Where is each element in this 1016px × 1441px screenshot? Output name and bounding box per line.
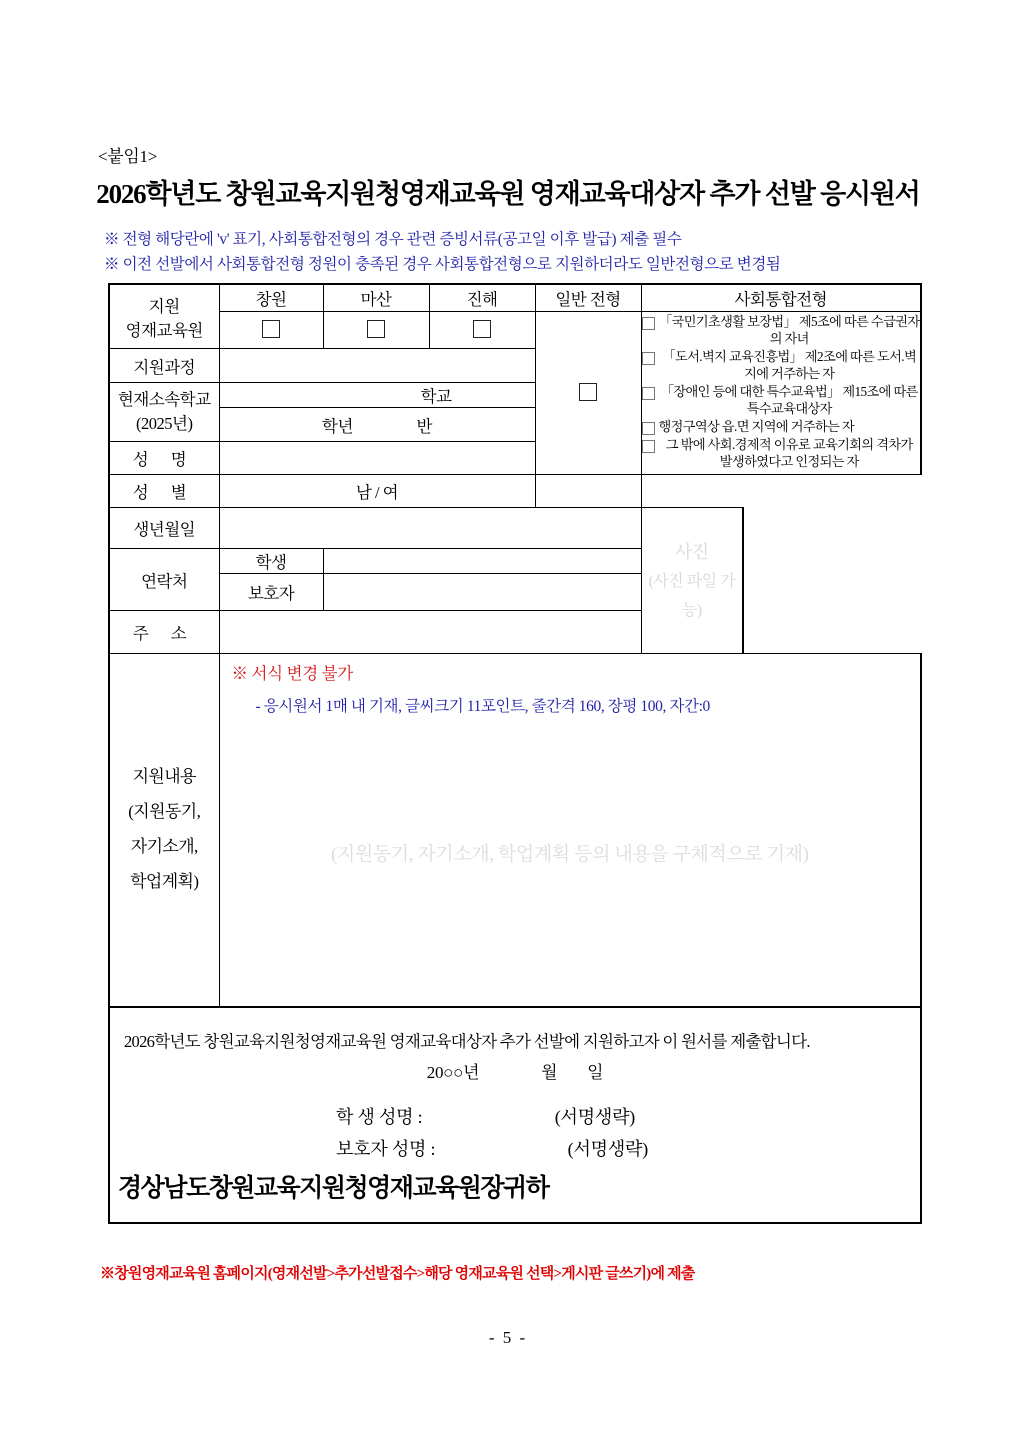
declaration-year: 20○○년	[426, 1063, 480, 1082]
center-label-line2: 영재교육원	[125, 320, 203, 340]
social-item[interactable]	[642, 384, 921, 418]
checkbox-social-3[interactable]	[642, 387, 655, 400]
social-item-label: 행정구역상 읍.면 지역에 거주하는 자	[658, 418, 855, 434]
contact-label: 연락처	[109, 549, 219, 611]
declaration-cell	[109, 1007, 921, 1223]
name-label: 성 명	[109, 442, 219, 475]
general-admission-spacer	[535, 475, 641, 508]
birth-value[interactable]	[219, 508, 641, 549]
address-label: 주 소	[109, 611, 219, 654]
name-value[interactable]	[219, 442, 535, 475]
school-name-value[interactable]	[219, 383, 535, 408]
center-label-line1: 지원	[148, 296, 180, 316]
social-admission-header: 사회통합전형	[641, 284, 921, 312]
table-row-center-checkboxes	[109, 312, 921, 349]
address-value[interactable]	[219, 611, 641, 654]
grade-class-value[interactable]	[219, 408, 535, 442]
guardian-signature-label: 보호자 성명 :	[336, 1139, 436, 1159]
contact-student-value[interactable]	[323, 549, 641, 574]
social-item[interactable]	[642, 437, 921, 471]
declaration-month: 월	[541, 1063, 558, 1082]
birth-label: 생년월일	[109, 508, 219, 549]
social-item-label: 그 밖에 사회.경제적 이유로 교육기회의 격차가 발생하였다고 인정되는 자	[665, 436, 913, 469]
social-item[interactable]	[642, 314, 921, 348]
table-row-contact-student	[109, 549, 921, 574]
student-signature-note: (서명생략)	[554, 1107, 636, 1127]
course-label: 지원과정	[109, 349, 219, 383]
content-subnote: - 응시원서 1매 내 기재, 글씨크기 11포인트, 줄간격 160, 장평 100, 자간:0	[255, 698, 710, 715]
contact-guardian-value[interactable]	[323, 574, 641, 611]
general-admission-header: 일반 전형	[535, 284, 641, 312]
checkbox-social-4[interactable]	[642, 422, 655, 435]
center-checkbox-jinhae-cell[interactable]	[429, 312, 535, 349]
guardian-signature-row	[336, 1135, 648, 1161]
social-item-label: 「장애인 등에 대한 특수교육법」 제15조에 따른 특수교육대상자	[660, 384, 918, 416]
school-label-line1: 현재소속학교	[117, 390, 211, 410]
declaration-date	[110, 1058, 920, 1083]
table-row-contact-guardian	[109, 574, 921, 611]
content-warning: ※ 서식 변경 불가	[231, 664, 354, 683]
social-item-label: 「국민기초생활 보장법」 제5조에 따른 수급권자의 자녀	[659, 314, 920, 347]
center-label-cell	[109, 284, 219, 349]
table-row-content	[109, 654, 921, 1008]
page-number: - 5 -	[488, 1328, 528, 1347]
guardian-signature-note: (서명생략)	[567, 1139, 648, 1159]
instruction-note-1: ※ 전형 해당란에 'v' 표기, 사회통합전형의 경우 관련 증빙서류(공고일 이후 발급) 제출 필수	[104, 231, 682, 248]
class-suffix: 반	[416, 416, 433, 436]
student-signature-row	[336, 1103, 635, 1129]
student-signature-label: 학 생 성명 :	[336, 1107, 423, 1127]
center-checkbox-changwon-cell[interactable]	[219, 312, 323, 349]
instruction-note-2: ※ 이전 선발에서 사회통합전형 정원이 충족된 경우 사회통합전형으로 지원하더라도 일반전형으로 변경됨	[104, 256, 781, 273]
school-label-line2: (2025년)	[136, 414, 193, 433]
content-label-line1: 지원내용	[132, 767, 196, 787]
checkbox-social-5[interactable]	[642, 440, 655, 453]
content-label-line3: 자기소개,	[130, 837, 198, 856]
attachment-label: <붙임1>	[98, 147, 158, 166]
content-input-area[interactable]	[219, 654, 921, 1008]
content-label-cell	[109, 654, 219, 1008]
checkbox-general-admission[interactable]	[579, 383, 597, 401]
table-row-center-header	[109, 284, 921, 312]
application-form-table	[108, 283, 922, 1224]
general-admission-cell[interactable]	[535, 312, 641, 475]
social-admission-cell	[641, 312, 921, 475]
table-row-gender	[109, 475, 921, 508]
center-header-jinhae: 진해	[429, 284, 535, 312]
center-header-changwon: 창원	[219, 284, 323, 312]
photo-cell[interactable]	[641, 508, 743, 654]
contact-student-label: 학생	[219, 549, 323, 574]
contact-guardian-label: 보호자	[219, 574, 323, 611]
center-checkbox-masan-cell[interactable]	[323, 312, 429, 349]
photo-sublabel: (사진 파일 가능)	[648, 572, 736, 619]
checkbox-masan[interactable]	[367, 320, 385, 338]
declaration-statement: 2026학년도 창원교육지원청영재교육원 영재교육대상자 추가 선발에 지원하고자 이 원서를 제출합니다.	[124, 1032, 810, 1051]
checkbox-changwon[interactable]	[262, 320, 280, 338]
social-item[interactable]	[642, 419, 921, 436]
submission-footer-note: ※창원영재교육원 홈페이지(영재선발>추가선발접수>해당 영재교육원 선택>게시판 글쓰기)에 제출	[100, 1266, 695, 1282]
checkbox-jinhae[interactable]	[473, 320, 491, 338]
social-item-label: 「도서.벽지 교육진흥법」 제2조에 따른 도서.벽지에 거주하는 자	[662, 349, 917, 382]
content-label-line2: (지원동기,	[128, 802, 201, 822]
gender-label: 성 별	[109, 475, 219, 508]
photo-label: 사진	[674, 541, 709, 562]
table-row-birth	[109, 508, 921, 549]
school-suffix: 학교	[420, 387, 452, 406]
checkbox-social-2[interactable]	[642, 352, 655, 365]
declaration-day: 일	[587, 1063, 604, 1082]
table-row-declaration	[109, 1007, 921, 1223]
table-row-address	[109, 611, 921, 654]
grade-suffix: 학년	[321, 416, 354, 436]
page-title: 2026학년도 창원교육지원청영재교육원 영재교육대상자 추가 선발 응시원서	[96, 179, 920, 209]
declaration-recipient: 경상남도창원교육지원청영재교육원장귀하	[118, 1175, 549, 1202]
school-label-cell	[109, 383, 219, 442]
social-item[interactable]	[642, 349, 921, 383]
center-header-masan: 마산	[323, 284, 429, 312]
checkbox-social-1[interactable]	[642, 317, 655, 330]
content-label-line4: 학업계획)	[130, 871, 199, 891]
gender-value[interactable]: 남 / 여	[219, 475, 535, 508]
content-placeholder: (지원동기, 자기소개, 학업계획 등의 내용을 구체적으로 기재)	[330, 844, 809, 865]
course-value[interactable]	[219, 349, 535, 383]
